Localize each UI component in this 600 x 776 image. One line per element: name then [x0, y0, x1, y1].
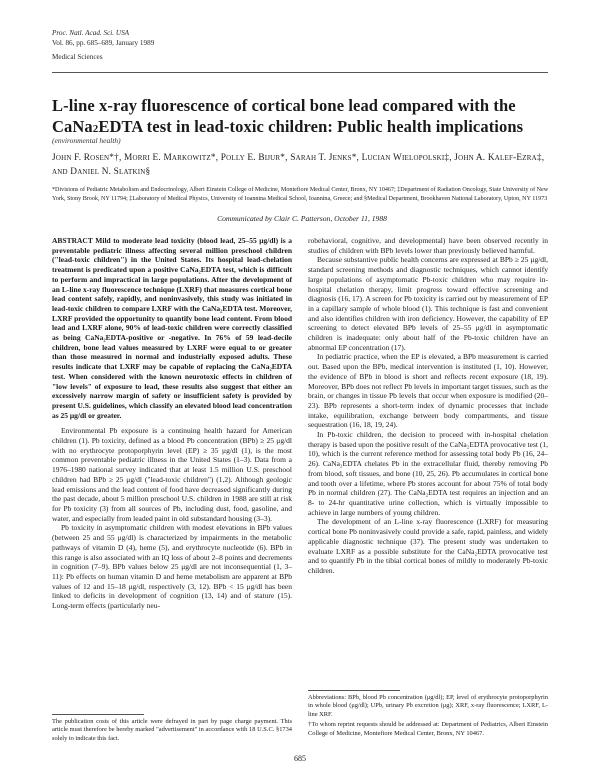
abbreviations-note: Abbreviations: BPb, blood Pb concentration (μg/dl); EP, level of erythrocyte protoporphyrin in whole blood (μg/dl); UPb, urinary Pb excretion (μg); XRF, x-ray fluorescence; LXRF, L-line XRF.: [308, 694, 548, 718]
header-divider: [52, 72, 548, 73]
author-list: John F. Rosen*†, Morri E. Markowitz*, Polly E. Bijur*, Sarah T. Jenks*, Lucian Wielopolski‡, John A. Kalef-Ezra‡, and Daniel N. Slatkin§: [52, 153, 545, 177]
article-keywords: (environmental health): [52, 136, 121, 145]
paragraph: Pb toxicity in asymptomatic children with modest elevations in BPb values (between 25 and 55 μg/dl) is characterized by impairments in the metabolic pathways of vitamin D (4), heme (5), and erythrocyte nucleotide (6). BPb in this range is also associated with an IQ loss of about 2–8 points and decrements in cognition (7–9). BPb values below 25 μg/dl are not inconsequential (1, 3–11): Pb effects on human vitamin D and heme metabolism are apparent at BPb values of 12 and 15–18 μg/dl, respectively (3, 12). BPb < 15 μg/dl has been linked to deficits in development of cognition (13, 14) and of stature (15). Long-term effects (particularly neu-: [52, 523, 292, 611]
subject-category: Medical Sciences: [52, 52, 103, 61]
footnote-divider: [52, 714, 144, 715]
journal-name: Proc. Natl. Acad. Sci. USA: [52, 29, 130, 37]
paragraph: robehavioral, cognitive, and developmental) have been observed recently in studies of children with BPb levels lower than previously believed harmful.: [308, 236, 548, 255]
footnote-right: [308, 690, 548, 740]
left-body-text: [52, 426, 292, 610]
footnote-left: [52, 714, 292, 743]
paragraph: In Pb-toxic children, the decision to proceed with in-hospital chelation therapy is based upon the positive result of the CaNa₂EDTA provocative test (1, 10), which is the current reference method for assessing total body Pb (16, 24–26). CaNa₂EDTA chelates Pb in the extracellular fluid, thereby removing Pb from blood, soft tissues, and bone (10, 25, 26). Pb accumulates in cortical bone and tooth over a lifetime, where Pb stores account for about 75% of total body Pb in normal children (27). The CaNa₂EDTA test requires an injection and an 8- to 24-hr quantitative urine collection, which is virtually impossible to achieve in large numbers of young children.: [308, 430, 548, 517]
paragraph: The development of an L-line x-ray fluorescence (LXRF) for measuring cortical bone Pb noninvasively could provide a safe, rapid, painless, and widely applicable diagnostic technique (37). The present study was undertaken to evaluate LXRF as a possible substitute for the CaNa₂EDTA provocative test and to quantify Pb in the tibial cortical bones of mildly to moderately Pb-toxic children.: [308, 517, 548, 575]
column-right: [308, 236, 548, 576]
masthead: [52, 28, 352, 62]
paragraph: Because substantive public health concerns are expressed at BPb ≥ 25 μg/dl, standard screening methods and diagnostic techniques, which cannot identify large populations of asymptomatic Pb-toxic children who may require in-hospital chelation therapy, limit progress toward effective screening and diagnosis (16, 17). A screen for Pb toxicity is carried out by measurement of EP in a capillary sample of whole blood (1). This technique is fast and convenient and also identifies children with iron deficiency. However, the capability of EP screening to detect elevated BPb levels of 25–55 μg/dl in asymptomatic children is inadequate: only about half of the Pb-toxic children have an abnormal EP concentration (17).: [308, 255, 548, 352]
page-title: [52, 95, 552, 137]
title-line-2a: CaNa: [52, 117, 93, 137]
reprint-request-note: †To whom reprint requests should be addressed at: Department of Pediatrics, Albert Einstein College of Medicine, Montefiore Medical Center, Bronx, NY 10467.: [308, 721, 548, 737]
author-affiliations: *Divisions of Pediatric Metabolism and Endocrinology, Albert Einstein College of Medicine, Montefiore Medical Center, Bronx, NY 10467; ‡Department of Radiation Oncology, State University of New York, Stony Brook, NY 11794; ‡Laboratory of Medical Physics, University of Ioannina Medical School, Ioannina, Greece; and §Medical Department, Brookhaven National Laboratory, Upton, NY 11973: [52, 187, 549, 202]
volume-pages: Vol. 86, pp. 685–689, January 1989: [52, 39, 155, 48]
abstract-text: Mild to moderate lead toxicity (blood lead, 25–55 μg/dl) is a preventable pediatric illness affecting several million preschool children ("lead-toxic children") in the United States. Its hospital lead-chelation treatment is predicated upon a positive CaNa₂EDTA test, which is difficult to perform and impractical in large populations. After the development of an L-line x-ray fluorescence technique (LXRF) that measures cortical bone lead content safely, rapidly, and noninvasively, this study was initiated in lead-toxic children to compare LXRF with the CaNa₂EDTA test. Moreover, LXRF provided the opportunity to quantify bone lead content. From blood lead and LXRF alone, 90% of lead-toxic children were correctly classified as being CaNa₂EDTA-positive or -negative. In 76% of 59 lead-decile children, bone lead values measured by LXRF were equal to or greater than those measured in normal and industrially exposed adults. These results indicate that LXRF may be capable of replacing the CaNa₂EDTA test. When considered with the known neurotoxic effects in children of "low levels" of exposure to lead, these results also suggest that either an excessively narrow margin of safety or insufficient safety is provided by present U.S. guidelines, which classify an elevated blood lead concentration as 25 μg/dl or greater.: [52, 236, 292, 420]
paragraph: In pediatric practice, when the EP is elevated, a BPb measurement is carried out. Based upon the BPb, medical intervention is instituted (1, 10). However, the evidence of BPb in blood is short and reflects recent exposure (18, 19). Moreover, BPb does not reflect Pb levels in important target tissues, such as the brain, or changes in tissue Pb levels that occur when exposure is modified (20–23). BPb represents a short-term index of dynamic processes that include intake, equilibration, exchange between body compartments, and tissue sequestration (16, 18, 19, 24).: [308, 352, 548, 430]
title-subscript: 2: [92, 123, 99, 136]
column-left: [52, 236, 292, 611]
title-line-2b: EDTA test in lead-toxic children: Public health implications: [98, 117, 524, 137]
footnote-divider: [308, 690, 400, 691]
publication-cost-note: The publication costs of this article were defrayed in part by page charge payment. This article must therefore be hereby marked "advertisement" in accordance with 18 U.S.C. §1734 solely to indicate this fact.: [52, 718, 292, 742]
page-number: 685: [294, 754, 306, 763]
communicated-by: Communicated by Clair C. Patterson, October 11, 1988: [217, 214, 387, 223]
title-line-1: L-line x-ray fluorescence of cortical bone lead compared with the: [52, 96, 516, 116]
paragraph: Environmental Pb exposure is a continuing health hazard for American children (1). Pb toxicity, defined as a blood Pb concentration (BPb) ≥ 25 μg/dl with no erythrocyte protoporphyrin level (EP) ≥ 35 μg/dl (1), is the most common preventable pediatric illness in the United States (1–3). Data from a 1976–1980 national survey indicated that at least 1.5 million U.S. preschool children had BPb ≥ 25 μg/dl ("lead-toxic children") (1,2). Although geologic lead emissions and the lead content of food have decreased significantly during the past decade, about 5 million preschool U.S. children in 1988 are still at risk for Pb toxicity (3) from all sources of Pb, including dust, food, gasoline, and water, and especially from leaded paint in old substandard housing (3–3).: [52, 426, 292, 523]
abstract: [52, 236, 292, 420]
abstract-label: ABSTRACT: [52, 236, 93, 245]
